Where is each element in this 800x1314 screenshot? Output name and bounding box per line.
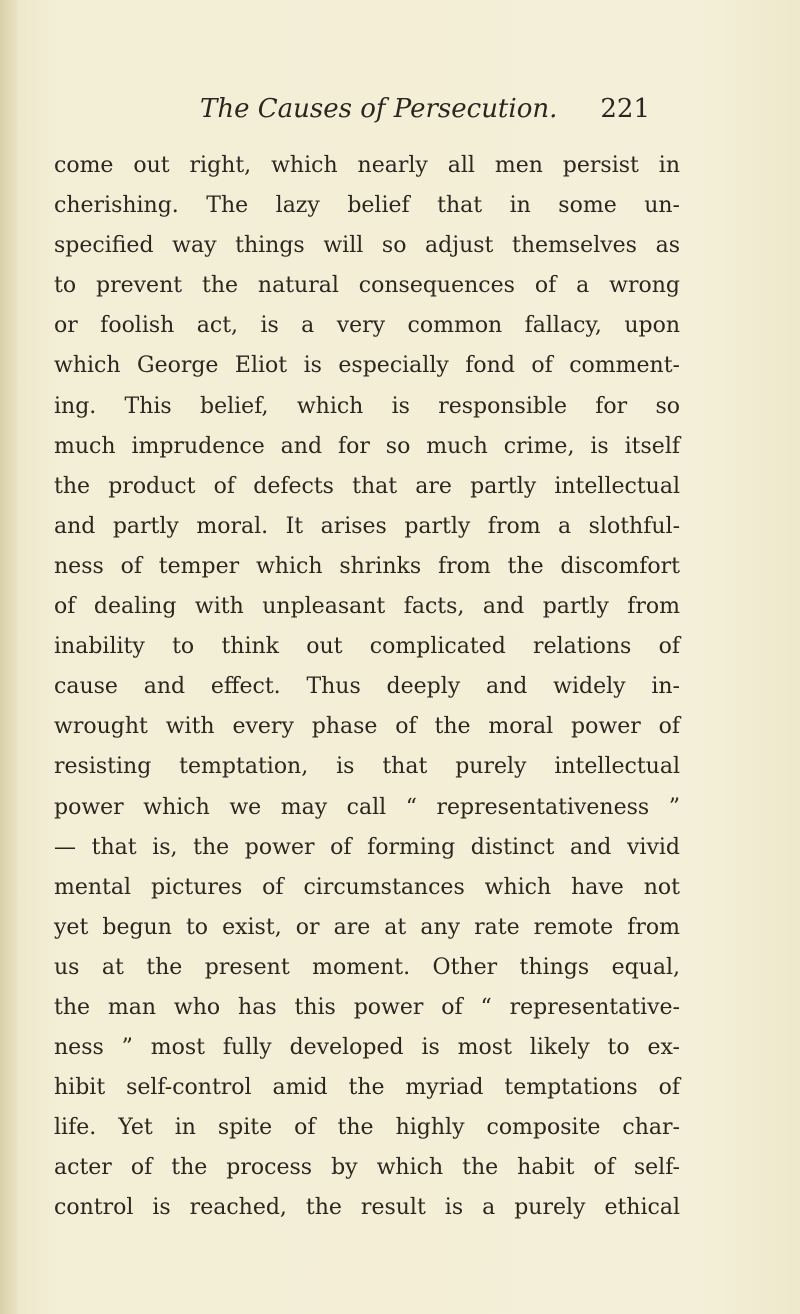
text-line: mental pictures of circumstances which have not [54,874,680,900]
text-line: specified way things will so adjust themselves as [54,233,680,259]
text-line: ness of temper which shrinks from the discomfort [54,553,680,579]
text-line: acter of the process by which the habit of self- [54,1155,680,1181]
text-line: the man who has this power of “ representative- [54,994,680,1020]
text-line: yet begun to exist, or are at any rate remote from [54,914,680,940]
text-line: or foolish act, is a very common fallacy, upon [54,313,680,339]
text-line: ness ” most fully developed is most likely to ex- [54,1035,680,1061]
text-line: which George Eliot is especially fond of comment- [54,353,680,379]
text-line: come out right, which nearly all men persist in [54,153,680,178]
running-title: The Causes of Persecution. [200,94,558,124]
text-line: and partly moral. It arises partly from a slothful- [54,513,680,539]
page-gutter-shadow [0,0,18,1314]
text-line: cherishing. The lazy belief that in some un- [54,193,680,219]
text-line: inability to think out complicated relations of [54,634,680,660]
text-line: power which we may call “ representativeness ” [54,794,680,820]
text-line: resisting temptation, is that purely intellectual [54,754,680,780]
running-header [200,94,650,134]
text-line: much imprudence and for so much crime, is itself [54,433,680,459]
body-text [54,146,680,1229]
text-line: of dealing with unpleasant facts, and partly from [54,594,680,620]
text-line: hibit self-control amid the myriad temptations of [54,1075,680,1101]
page-number: 221 [600,94,650,124]
text-line: control is reached, the result is a purely ethical [54,1195,680,1221]
text-line: to prevent the natural consequences of a wrong [54,273,680,299]
text-line: wrought with every phase of the moral power of [54,714,680,740]
text-line: us at the present moment. Other things equal, [54,954,680,980]
text-line: ing. This belief, which is responsible for so [54,393,680,419]
text-line: life. Yet in spite of the highly composite char- [54,1115,680,1141]
text-line: — that is, the power of forming distinct and vivid [54,834,680,860]
text-line: the product of defects that are partly intellectual [54,473,680,499]
text-line: cause and effect. Thus deeply and widely in- [54,674,680,700]
